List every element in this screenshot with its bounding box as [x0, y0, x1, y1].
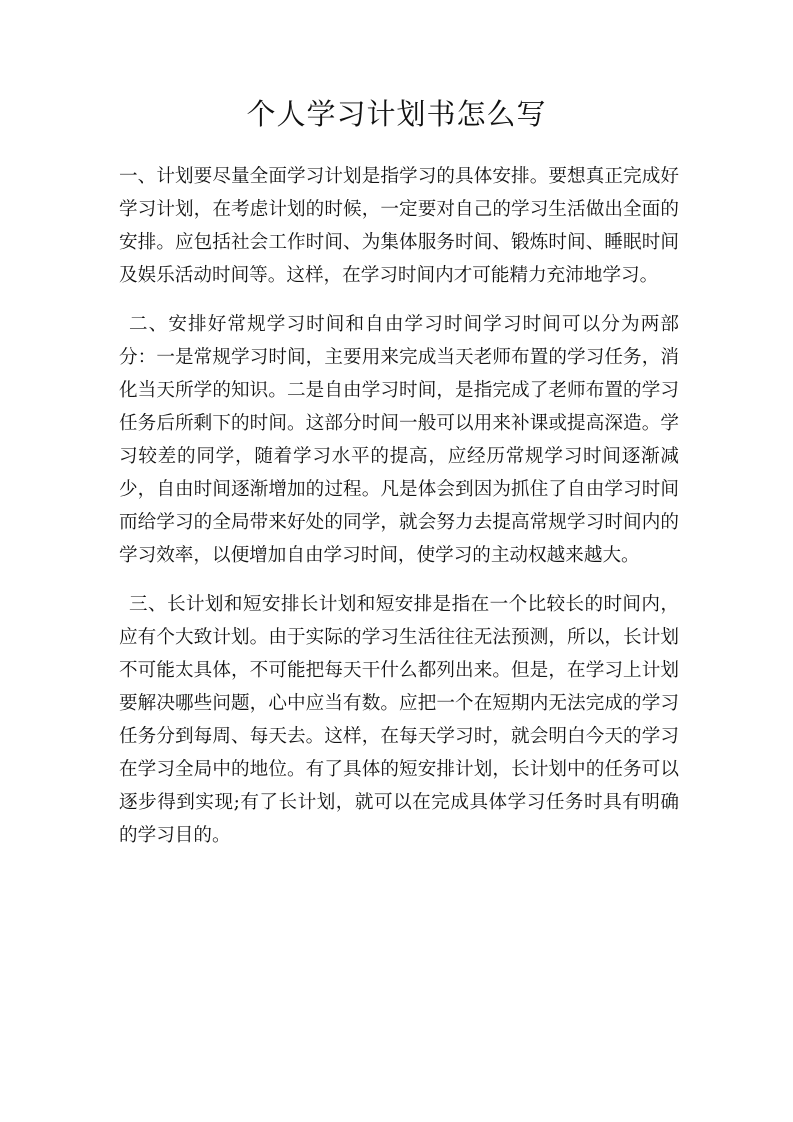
paragraph-regular-free-time: 二、安排好常规学习时间和自由学习时间学习时间可以分为两部分：一是常规学习时间，主要用来完成当天老师布置的学习任务，消化当天所学的知识。二是自由学习时间，是指完成了老师布置的学习任务后所剩下的时间。这部分时间一般可以用来补课或提高深造。学习较差的同学，随着学习水平的提高，应经历常规学习时间逐渐减少，自由时间逐渐增加的过程。凡是体会到因为抓住了自由学习时间而给学习的全局带来好处的同学，就会努力去提高常规学习时间内的学习效率，以便增加自由学习时间，使学习的主动权越来越大。 — [119, 314, 679, 566]
paragraph-plan-comprehensive: 一、计划要尽量全面学习计划是指学习的具体安排。要想真正完成好学习计划，在考虑计划的时候，一定要对自己的学习生活做出全面的安排。应包括社会工作时间、为集体服务时间、锻炼时间、睡眠时间及娱乐活动时间等。这样，在学习时间内才可能精力充沛地学习。 — [119, 166, 679, 286]
document-title: 个人学习计划书怎么写 — [246, 97, 547, 131]
paragraph-long-short-plan: 三、长计划和短安排长计划和短安排是指在一个比较长的时间内，应有个大致计划。由于实际的学习生活往往无法预测，所以，长计划不可能太具体，不可能把每天干什么都列出来。但是，在学习上计划要解决哪些问题，心中应当有数。应把一个在短期内无法完成的学习任务分到每周、每天去。这样，在每天学习时，就会明白今天的学习在学习全局中的地位。有了具体的短安排计划，长计划中的任务可以逐步得到实现;有了长计划，就可以在完成具体学习任务时具有明确的学习目的。 — [119, 594, 679, 846]
document-body — [119, 160, 679, 852]
